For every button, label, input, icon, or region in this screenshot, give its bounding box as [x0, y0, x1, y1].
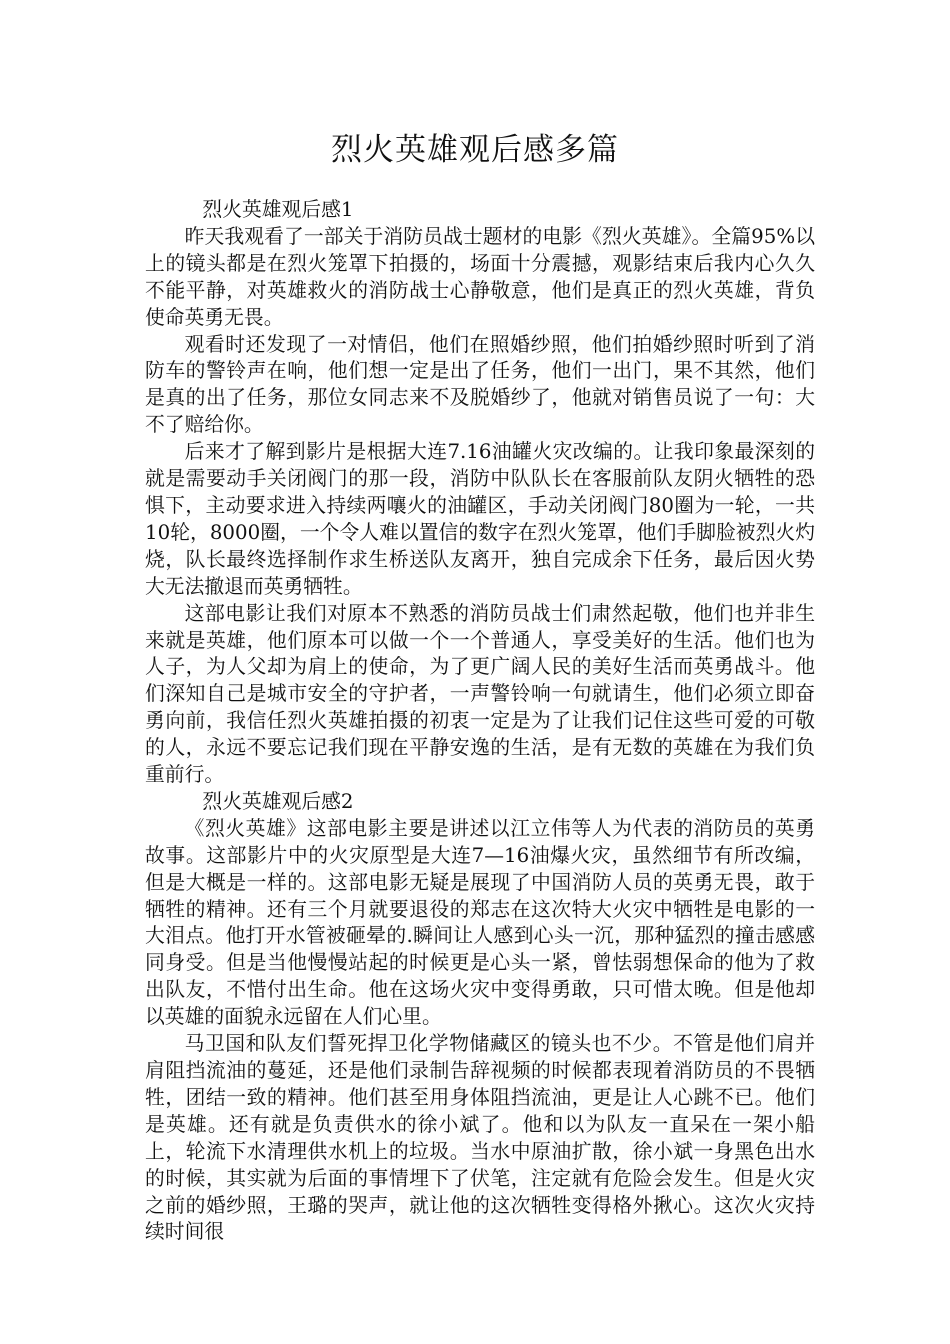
paragraph: 这部电影让我们对原本不熟悉的消防员战士们肃然起敬，他们也并非生来就是英雄，他们原本可以做一个一个普通人，享受美好的生活。他们也为人子，为人父却为肩上的使命，为了更广阔人民的美好生活而英勇战斗。他们深知自己是城市安全的守护者，一声警铃响一句就请生，他们必须立即奋勇向前，我信任烈火英雄拍摄的初衷一定是为了让我们记住这些可爱的可敬的人，永远不要忘记我们现在平静安逸的生活，是有无数的英雄在为我们负重前行。: [145, 601, 815, 787]
paragraph: 马卫国和队友们誓死捍卫化学物储藏区的镜头也不少。不管是他们肩并肩阻挡流油的蔓延，还是他们录制告辞视频的时候都表现着消防员的不畏牺牲，团结一致的精神。他们甚至用身体阻挡流油，更是让人心跳不已。他们是英雄。还有就是负责供水的徐小斌了。他和以为队友一直呆在一架小船上，轮流下水清理供水机上的垃圾。当水中原油扩散，徐小斌一身黑色出水的时候，其实就为后面的事情埋下了伏笔，注定就有危险会发生。但是火灾之前的婚纱照，王璐的哭声，就让他的这次牺牲变得格外揪心。这次火灾持续时间很: [145, 1032, 815, 1244]
paragraph: 后来才了解到影片是根据大连7.16油罐火灾改编的。让我印象最深刻的就是需要动手关闭阀门的那一段，消防中队队长在客服前队友阴火牺牲的恐惧下，主动要求进入持续两嚷火的油罐区，手动关闭阀门80圈为一轮，一共10轮，8000圈，一个令人难以置信的数字在烈火笼罩，他们手脚脸被烈火灼烧，队长最终选择制作求生桥送队友离开，独自完成余下任务，最后因火势大无法撤退而英勇牺牲。: [145, 440, 815, 598]
section-heading: 烈火英雄观后感2: [202, 789, 354, 813]
section-heading: 烈火英雄观后感1: [202, 198, 354, 221]
paragraph: 昨天我观看了一部关于消防员战士题材的电影《烈火英雄》。全篇95%以上的镜头都是在烈火笼罩下拍摄的，场面十分震撼，观影结束后我内心久久不能平静，对英雄救火的消防战士心静敬意，他们是真正的烈火英雄，背负使命英勇无畏。: [145, 224, 815, 329]
document-title: 烈火英雄观后感多篇: [331, 132, 619, 168]
document-body: [145, 197, 815, 1246]
paragraph: 观看时还发现了一对情侣，他们在照婚纱照，他们拍婚纱照时听到了消防车的警铃声在响，他们想一定是出了任务，他们一出门，果不其然，他们是真的出了任务，那位女同志来不及脱婚纱了，他就对销售员说了一句：大不了赔给你。: [145, 332, 815, 437]
paragraph: 《烈火英雄》这部电影主要是讲述以江立伟等人为代表的消防员的英勇故事。这部影片中的火灾原型是大连7—16油爆火灾，虽然细节有所改编，但是大概是一样的。这部电影无疑是展现了中国消防人员的英勇无畏，敢于牺牲的精神。还有三个月就要退役的郑志在这次特大火灾中牺牲是电影的一大泪点。他打开水管被砸晕的.瞬间让人感到心头一沉，那种猛烈的撞击感感同身受。但是当他慢慢站起的时候更是心头一紧，曾怯弱想保命的他为了救出队友，不惜付出生命。他在这场火灾中变得勇敢，只可惜太晚。但是他却以英雄的面貌永远留在人们心里。: [145, 816, 815, 1029]
